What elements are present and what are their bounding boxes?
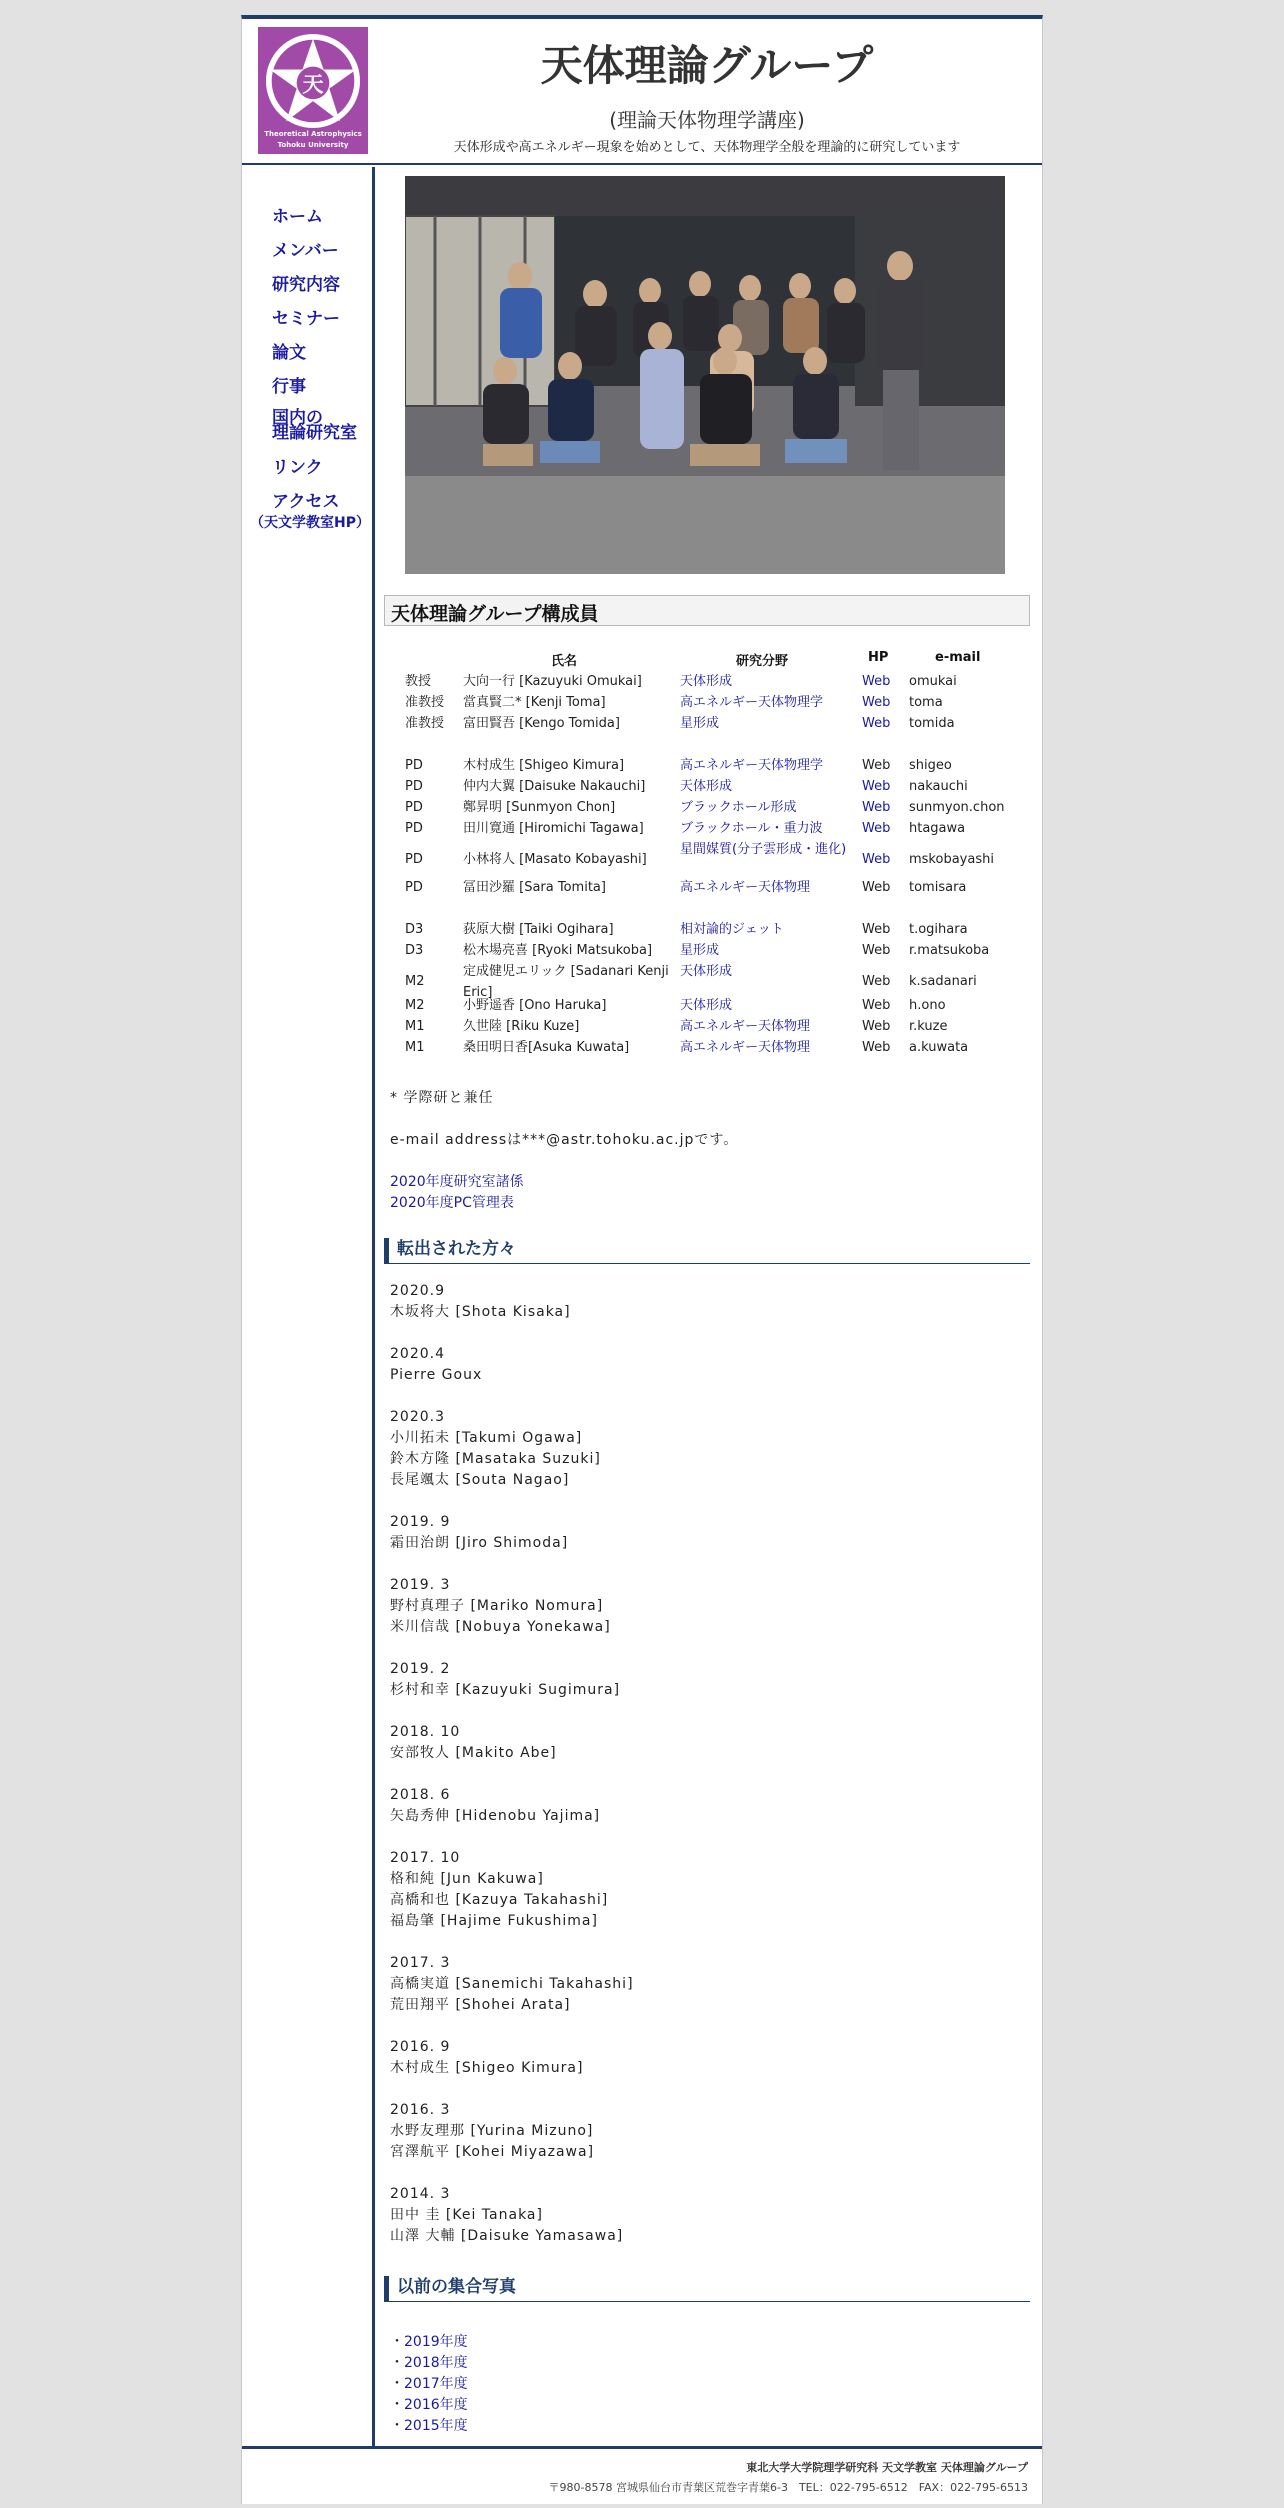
departed-name: 山澤 大輔 [Daisuke Yamasawa] xyxy=(390,2228,624,2244)
member-field-link[interactable]: 星形成 xyxy=(680,716,720,731)
page-tagline: 天体形成や高エネルギー現象を始めとして、天体物理学全般を理論的に研究しています xyxy=(453,140,961,155)
departed-group xyxy=(390,1281,634,1323)
nav-links[interactable]: リンク xyxy=(272,458,323,478)
email-note: e-mail addressは***@astr.tohoku.ac.jpです。 xyxy=(390,1132,739,1148)
member-field-link[interactable]: 高エネルギー天体物理 xyxy=(680,1019,811,1034)
member-row xyxy=(242,776,1042,797)
member-hp-link[interactable]: Web xyxy=(862,998,891,1013)
departed-name: 高橋和也 [Kazuya Takahashi] xyxy=(390,1892,609,1908)
member-name: 鄭昇明 [Sunmyon Chon] xyxy=(463,800,616,815)
departed-group xyxy=(390,1848,634,1932)
member-email: shigeo xyxy=(909,758,952,773)
member-hp-link[interactable]: Web xyxy=(862,852,891,867)
member-position: M2 xyxy=(405,974,425,989)
past-photo-item xyxy=(390,2395,468,2416)
member-name: 小野遥香 [Ono Haruka] xyxy=(463,998,607,1013)
member-hp-link[interactable]: Web xyxy=(862,922,891,937)
departed-date: 2017. 10 xyxy=(390,1850,461,1866)
member-field-link[interactable]: 星間媒質(分子雲形成・進化) xyxy=(680,842,847,857)
member-row xyxy=(242,797,1042,818)
departed-name: 小川拓未 [Takumi Ogawa] xyxy=(390,1430,583,1446)
member-position: 准教授 xyxy=(405,695,445,710)
member-hp-link[interactable]: Web xyxy=(862,1040,891,1055)
past-photo-link[interactable]: 2016年度 xyxy=(404,2397,468,2413)
departed-name: 木村成生 [Shigeo Kimura] xyxy=(390,2060,584,2076)
nav-domestic-line1: 国内の xyxy=(272,408,323,428)
departed-date: 2017. 3 xyxy=(390,1955,451,1971)
departed-date: 2020.3 xyxy=(390,1409,445,1425)
member-position: PD xyxy=(405,880,423,895)
member-field-link[interactable]: 高エネルギー天体物理学 xyxy=(680,758,824,773)
departed-name: 宮澤航平 [Kohei Miyazawa] xyxy=(390,2144,595,2160)
page-container xyxy=(241,15,1043,2504)
member-position: PD xyxy=(405,821,423,836)
member-name: 仲内大翼 [Daisuke Nakauchi] xyxy=(463,779,646,794)
member-email: omukai xyxy=(909,674,957,689)
member-hp-link[interactable]: Web xyxy=(862,695,891,710)
member-position: M1 xyxy=(405,1040,425,1055)
departed-name: 米川信哉 [Nobuya Yonekawa] xyxy=(390,1619,611,1635)
member-email: htagawa xyxy=(909,821,966,836)
member-name: 荻原大樹 [Taiki Ogihara] xyxy=(463,922,614,937)
departed-list xyxy=(390,1281,634,2268)
member-hp-link[interactable]: Web xyxy=(862,821,891,836)
past-photos-list xyxy=(390,2332,468,2437)
link-pc-management[interactable]: 2020年度PC管理表 xyxy=(390,1195,514,1211)
site-footer xyxy=(242,2446,1042,2508)
member-hp-link[interactable]: Web xyxy=(862,674,891,689)
member-field-link[interactable]: 高エネルギー天体物理 xyxy=(680,880,811,895)
member-row xyxy=(242,1016,1042,1037)
group-photo xyxy=(405,176,1005,574)
member-field-link[interactable]: 星形成 xyxy=(680,943,720,958)
member-field-link[interactable]: 天体形成 xyxy=(680,674,733,689)
member-name: 松木場亮喜 [Ryoki Matsukoba] xyxy=(463,943,653,958)
past-photo-link[interactable]: 2018年度 xyxy=(404,2355,468,2371)
nav-research[interactable]: 研究内容 xyxy=(272,275,340,295)
member-email: t.ogihara xyxy=(909,922,968,937)
past-photo-item xyxy=(390,2332,468,2353)
col-header-name: 氏名 xyxy=(551,654,578,669)
member-hp-link[interactable]: Web xyxy=(862,716,891,731)
member-email: r.kuze xyxy=(909,1019,948,1034)
nav-access[interactable]: アクセス xyxy=(272,492,340,512)
member-field-link[interactable]: 天体形成 xyxy=(680,964,733,979)
past-photo-link[interactable]: 2017年度 xyxy=(404,2376,468,2392)
departed-name: 水野友理那 [Yurina Mizuno] xyxy=(390,2123,594,2139)
members-section-title: 天体理論グループ構成員 xyxy=(384,595,1030,626)
member-email: k.sadanari xyxy=(909,974,977,989)
departed-date: 2019. 2 xyxy=(390,1661,451,1677)
member-hp-link[interactable]: Web xyxy=(862,758,891,773)
member-field-link[interactable]: 高エネルギー天体物理 xyxy=(680,1040,811,1055)
departed-name: 安部牧人 [Makito Abe] xyxy=(390,1745,557,1761)
departed-name: 霜田治朗 [Jiro Shimoda] xyxy=(390,1535,569,1551)
departed-group xyxy=(390,1344,634,1386)
departed-section-title: 転出された方々 xyxy=(384,1238,1030,1264)
past-photo-item xyxy=(390,2374,468,2395)
member-hp-link[interactable]: Web xyxy=(862,880,891,895)
member-email: nakauchi xyxy=(909,779,968,794)
departed-date: 2016. 3 xyxy=(390,2102,451,2118)
member-email: mskobayashi xyxy=(909,852,994,867)
departed-name: 鈴木方隆 [Masataka Suzuki] xyxy=(390,1451,601,1467)
member-position: PD xyxy=(405,800,423,815)
departed-date: 2019. 9 xyxy=(390,1514,451,1530)
col-header-field: 研究分野 xyxy=(736,654,789,669)
departed-group xyxy=(390,1785,634,1827)
member-email: h.ono xyxy=(909,998,946,1013)
logo-glyph: 天 xyxy=(302,71,324,97)
departed-date: 2019. 3 xyxy=(390,1577,451,1593)
member-name: 當真賢二* [Kenji Toma] xyxy=(463,695,606,710)
nav-domestic-line2: 理論研究室 xyxy=(272,423,357,443)
past-photo-item xyxy=(390,2416,468,2437)
member-email: tomisara xyxy=(909,880,967,895)
departed-group xyxy=(390,1722,634,1764)
nav-members[interactable]: メンバー xyxy=(272,241,339,261)
departed-name: 荒田翔平 [Shohei Arata] xyxy=(390,1997,571,2013)
footer-address: 〒980-8578 宮城県仙台市青葉区荒巻字青葉6-3 TEL：022-795-6512 FAX：022-795-6513 xyxy=(548,2481,1028,2494)
member-position: PD xyxy=(405,779,423,794)
bullet: ・ xyxy=(390,2355,404,2371)
departed-name: 福島肇 [Hajime Fukushima] xyxy=(390,1913,598,1929)
departed-date: 2016. 9 xyxy=(390,2039,451,2055)
photos-section-title: 以前の集合写真 xyxy=(384,2276,1030,2302)
departed-group xyxy=(390,1659,634,1701)
member-row xyxy=(242,940,1042,961)
member-position: D3 xyxy=(405,943,424,958)
member-email: toma xyxy=(909,695,943,710)
member-position: M2 xyxy=(405,998,425,1013)
university-logo[interactable] xyxy=(258,27,368,154)
nav-astronomy-hp[interactable]: （天文学教室HP） xyxy=(250,515,370,531)
bullet: ・ xyxy=(390,2418,404,2434)
member-hp-link[interactable]: Web xyxy=(862,800,891,815)
departed-name: 矢島秀伸 [Hidenobu Yajima] xyxy=(390,1808,601,1824)
departed-date: 2020.9 xyxy=(390,1283,445,1299)
departed-name: 杉村和幸 [Kazuyuki Sugimura] xyxy=(390,1682,621,1698)
member-field-link[interactable]: 天体形成 xyxy=(680,779,733,794)
member-name: 桑田明日香[Asuka Kuwata] xyxy=(463,1040,630,1055)
member-name: 富田賢吾 [Kengo Tomida] xyxy=(463,716,620,731)
member-name: 定成健児エリック [Sadanari Kenji Eric] xyxy=(463,964,669,1000)
member-field-link[interactable]: 天体形成 xyxy=(680,998,733,1013)
member-row xyxy=(242,692,1042,713)
member-name: 田川寛通 [Hiromichi Tagawa] xyxy=(463,821,644,836)
member-name: 久世陸 [Riku Kuze] xyxy=(463,1019,580,1034)
member-field-link[interactable]: ブラックホール・重力波 xyxy=(680,821,823,836)
member-name: 大向一行 [Kazuyuki Omukai] xyxy=(463,674,642,689)
departed-name: 木坂将大 [Shota Kisaka] xyxy=(390,1304,571,1320)
logo-text-line2: Tohoku University xyxy=(277,141,349,149)
member-hp-link[interactable]: Web xyxy=(862,943,891,958)
past-photo-link[interactable]: 2019年度 xyxy=(404,2334,468,2350)
departed-group xyxy=(390,2037,634,2079)
departed-name: 高橋実道 [Sanemichi Takahashi] xyxy=(390,1976,634,1992)
sidebar-nav xyxy=(242,167,375,2449)
page-subtitle: (理論天体物理学講座) xyxy=(609,108,805,132)
footer-org: 東北大学大学院理学研究科 天文学教室 天体理論グループ xyxy=(746,2461,1028,2474)
member-position: M1 xyxy=(405,1019,425,1034)
member-row xyxy=(242,1037,1042,1058)
departed-name: 田中 圭 [Kei Tanaka] xyxy=(390,2207,543,2223)
departed-date: 2014. 3 xyxy=(390,2186,451,2202)
departed-name: 野村真理子 [Mariko Nomura] xyxy=(390,1598,604,1614)
member-row xyxy=(242,839,1042,881)
bullet: ・ xyxy=(390,2376,404,2392)
member-email: a.kuwata xyxy=(909,1040,969,1055)
departed-date: 2018. 10 xyxy=(390,1724,461,1740)
member-position: D3 xyxy=(405,922,424,937)
page-title: 天体理論グループ xyxy=(540,41,874,90)
bullet: ・ xyxy=(390,2334,404,2350)
nav-papers[interactable]: 論文 xyxy=(272,343,306,363)
nav-seminar[interactable]: セミナー xyxy=(272,309,340,329)
member-row xyxy=(242,995,1042,1016)
member-row xyxy=(242,713,1042,734)
departed-name: 格和純 [Jun Kakuwa] xyxy=(390,1871,544,1887)
member-row xyxy=(242,671,1042,692)
member-email: sunmyon.chon xyxy=(909,800,1005,815)
departed-date: 2018. 6 xyxy=(390,1787,451,1803)
member-name: 冨田沙羅 [Sara Tomita] xyxy=(463,880,606,895)
link-lab-duties[interactable]: 2020年度研究室諸係 xyxy=(390,1174,524,1190)
nav-events[interactable]: 行事 xyxy=(272,377,306,397)
nav-home[interactable]: ホーム xyxy=(272,207,323,227)
member-hp-link[interactable]: Web xyxy=(862,779,891,794)
departed-group xyxy=(390,2100,634,2163)
member-position: 准教授 xyxy=(405,716,445,731)
col-header-hp: HP xyxy=(868,650,889,665)
departed-group xyxy=(390,1407,634,1491)
member-position: PD xyxy=(405,852,423,867)
col-header-email: e-mail xyxy=(935,650,981,665)
member-hp-link[interactable]: Web xyxy=(862,1019,891,1034)
member-field-link[interactable]: ブラックホール形成 xyxy=(680,800,797,815)
departed-group xyxy=(390,2184,634,2247)
member-row xyxy=(242,919,1042,940)
departed-name: 長尾颯太 [Souta Nagao] xyxy=(390,1472,570,1488)
member-name: 木村成生 [Shigeo Kimura] xyxy=(463,758,625,773)
member-hp-link[interactable]: Web xyxy=(862,974,891,989)
past-photo-link[interactable]: 2015年度 xyxy=(404,2418,468,2434)
member-name: 小林将人 [Masato Kobayashi] xyxy=(463,852,647,867)
member-position: PD xyxy=(405,758,423,773)
member-row xyxy=(242,818,1042,839)
departed-name: Pierre Goux xyxy=(390,1367,483,1383)
bullet: ・ xyxy=(390,2397,404,2413)
site-header xyxy=(242,19,1042,165)
member-row xyxy=(242,877,1042,898)
departed-date: 2020.4 xyxy=(390,1346,445,1362)
member-email: r.matsukoba xyxy=(909,943,990,958)
star-emblem-icon xyxy=(265,33,361,129)
member-email: tomida xyxy=(909,716,955,731)
departed-group xyxy=(390,1953,634,2016)
member-row xyxy=(242,755,1042,776)
departed-group xyxy=(390,1512,634,1554)
nav-domestic-labs[interactable] xyxy=(272,408,357,443)
past-photo-item xyxy=(390,2353,468,2374)
member-position: 教授 xyxy=(405,674,432,689)
group-photo-image xyxy=(405,176,1005,574)
member-note: * 学際研と兼任 xyxy=(390,1090,494,1106)
member-field-link[interactable]: 相対論的ジェット xyxy=(680,922,784,937)
departed-group xyxy=(390,1575,634,1638)
member-field-link[interactable]: 高エネルギー天体物理学 xyxy=(680,695,824,710)
logo-text-line1: Theoretical Astrophysics xyxy=(264,130,362,138)
